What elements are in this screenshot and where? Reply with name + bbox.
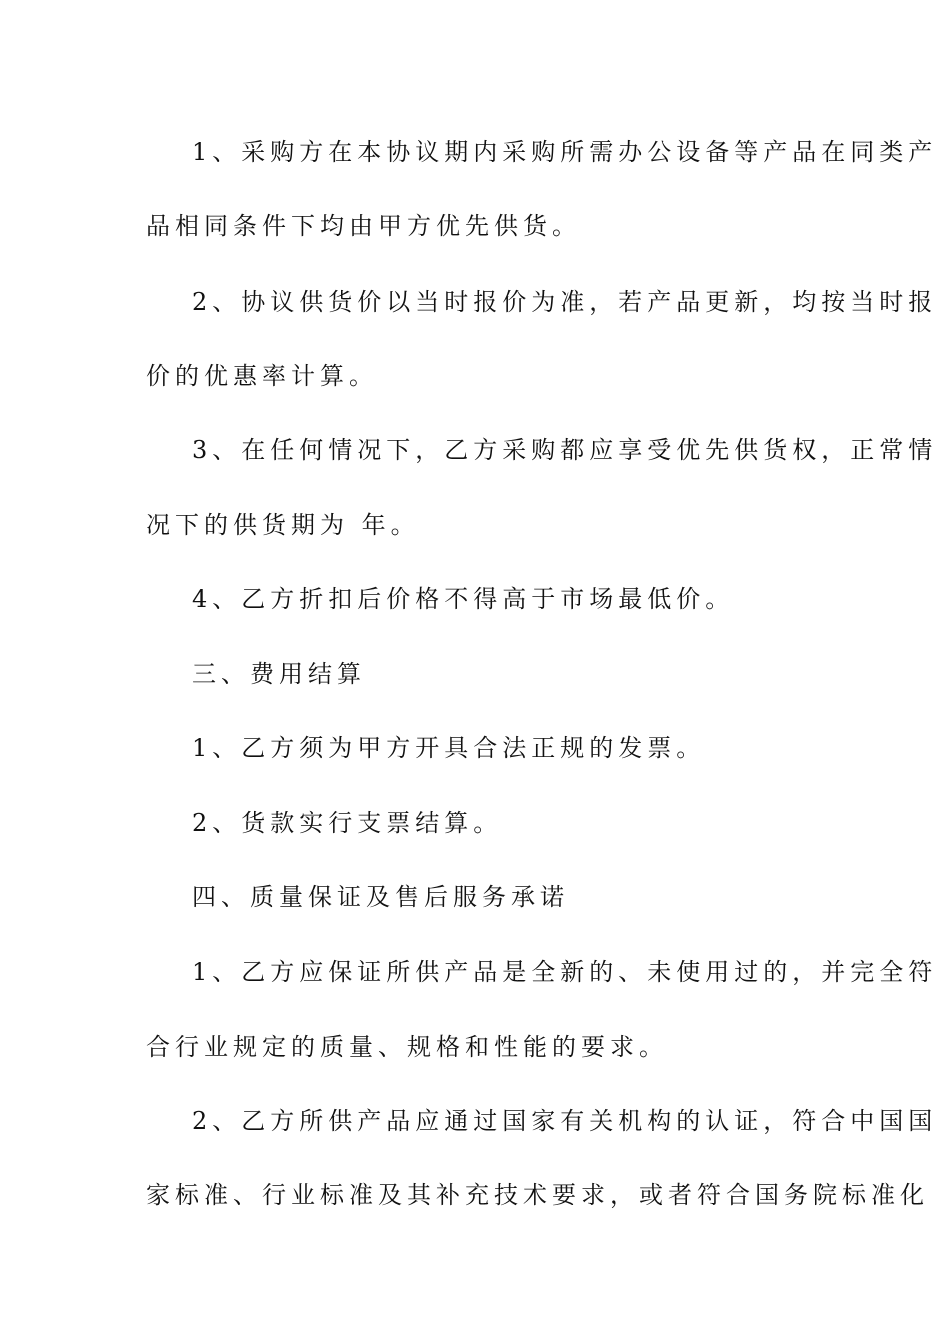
paragraph-line: 品相同条件下均由甲方优先供货。 [146,212,581,240]
paragraph-line: 2、协议供货价以当时报价为准，若产品更新，均按当时报 [192,288,938,316]
paragraph-line: 4、乙方折扣后价格不得高于市场最低价。 [192,585,735,613]
paragraph-line: 1、乙方须为甲方开具合法正规的发票。 [192,734,706,762]
paragraph-line: 价的优惠率计算。 [146,362,378,390]
paragraph-line: 合行业规定的质量、规格和性能的要求。 [146,1033,668,1061]
paragraph-line: 1、采购方在本协议期内采购所需办公设备等产品在同类产 [192,138,938,166]
paragraph-line: 3、在任何情况下，乙方采购都应享受优先供货权，正常情 [192,436,938,464]
section-heading: 四、质量保证及售后服务承诺 [192,883,569,911]
paragraph-line: 况下的供货期为 年。 [146,511,420,539]
paragraph-line: 家标准、行业标准及其补充技术要求，或者符合国务院标准化 [146,1181,929,1209]
section-heading: 三、费用结算 [192,660,366,688]
paragraph-line: 2、乙方所供产品应通过国家有关机构的认证，符合中国国 [192,1107,938,1135]
paragraph-line: 1、乙方应保证所供产品是全新的、未使用过的，并完全符 [192,958,938,986]
paragraph-line: 2、货款实行支票结算。 [192,809,503,837]
